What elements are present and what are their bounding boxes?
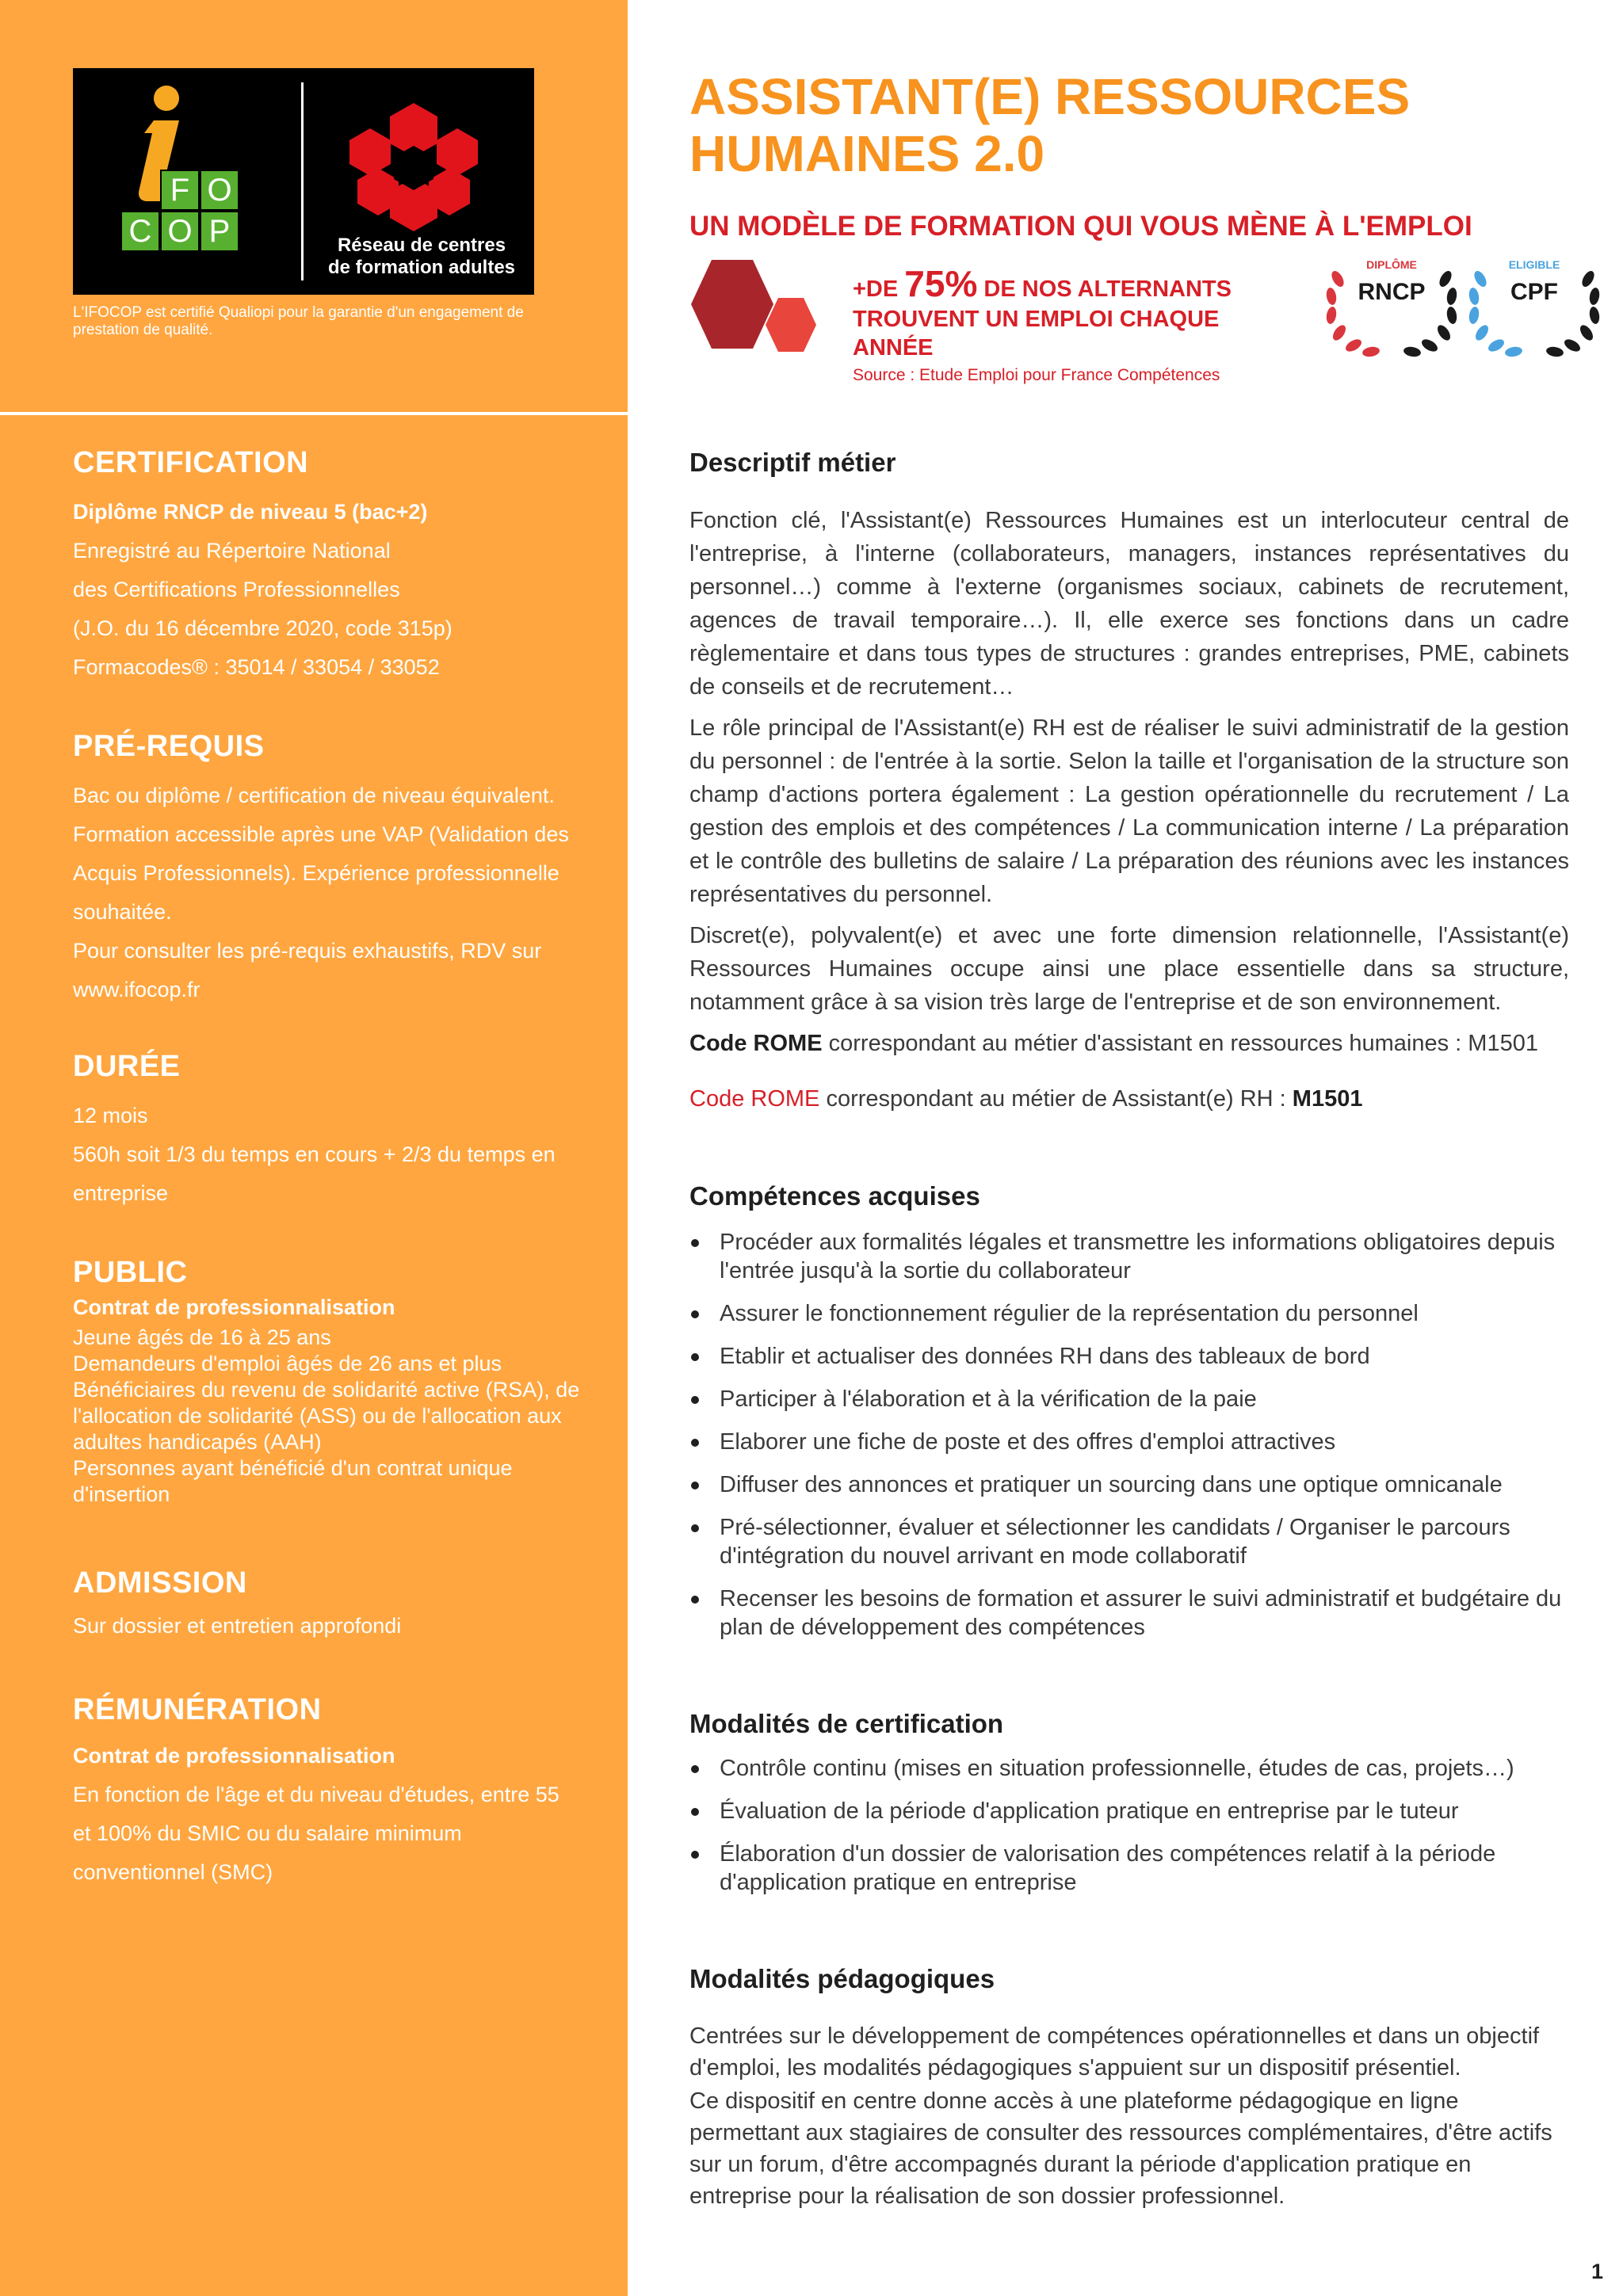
hexagon-network-icon bbox=[346, 100, 481, 235]
logo-tagline bbox=[319, 235, 525, 279]
page-title-line: ASSISTANT(E) RESSOURCES bbox=[689, 68, 1411, 125]
cpf-badge bbox=[1463, 255, 1606, 366]
list-item: Etablir et actualiser des données RH dans des tableaux de bord bbox=[689, 1342, 1569, 1371]
stat-suffix: DE NOS ALTERNANTS bbox=[977, 277, 1232, 302]
section-line: Bénéficiaires du revenu de solidarité active (RSA), de bbox=[73, 1378, 580, 1402]
certification-modalites-list bbox=[689, 1754, 1569, 1911]
section-title: RÉMUNÉRATION bbox=[73, 1693, 322, 1726]
descriptif-paragraph: Fonction clé, l'Assistant(e) Ressources Humaines est un interlocuteur central de l'entreprise, à l'interne (collaborateurs, managers, instances représentatives du personnel…) comme à l'externe (organismes sociaux, cabinets de recrutement, agences de travail temporaire…). Il, elle exerce ses fonctions dans un cadre règlementaire et dans tous types de structures : grandes entreprises, PME, cabinets de conseils et de recrutement… bbox=[689, 508, 1569, 700]
section-subtitle: Contrat de professionnalisation bbox=[73, 1295, 395, 1319]
stat-headline bbox=[853, 263, 1265, 305]
badge-title: CPF bbox=[1510, 279, 1558, 305]
stat-prefix: +DE bbox=[853, 277, 905, 302]
logo-letter: F bbox=[160, 170, 200, 211]
section-line: Acquis Professionnels). Expérience professionnelle bbox=[73, 861, 559, 885]
rome-code-value: M1501 bbox=[1292, 1086, 1363, 1112]
logo-letter: O bbox=[160, 211, 200, 252]
rome-code-line bbox=[689, 1027, 1569, 1060]
list-item: Contrôle continu (mises en situation professionnelle, études de cas, projets…) bbox=[689, 1754, 1569, 1783]
logo-letter-grid bbox=[120, 170, 279, 252]
website-link[interactable]: www.ifocop.fr bbox=[73, 978, 200, 1001]
logo-tagline-line: Réseau de centres bbox=[337, 235, 506, 256]
list-item: Pré-sélectionner, évaluer et sélectionner les candidats / Organiser le parcours d'intégration du nouvel arrivant en mode collaboratif bbox=[689, 1513, 1569, 1570]
section-line: Formacodes® : 35014 / 33054 / 33052 bbox=[73, 655, 440, 679]
section-line: (J.O. du 16 décembre 2020, code 315p) bbox=[73, 616, 453, 640]
stat-source: Source : Etude Emploi pour France Compétences bbox=[853, 366, 1220, 384]
rome-code-line bbox=[689, 1082, 1569, 1116]
section-line: Bac ou diplôme / certification de niveau équivalent. bbox=[73, 784, 555, 807]
section-line: Sur dossier et entretien approfondi bbox=[73, 1614, 402, 1638]
sidebar-admission bbox=[73, 1566, 580, 1646]
descriptif-title: Descriptif métier bbox=[689, 448, 896, 477]
sidebar-duree bbox=[73, 1049, 580, 1213]
page-title-line: HUMAINES 2.0 bbox=[689, 125, 1045, 182]
section-line: 12 mois bbox=[73, 1104, 148, 1127]
list-item: Assurer le fonctionnement régulier de la représentation du personnel bbox=[689, 1299, 1569, 1328]
rome-code-label: Code ROME bbox=[689, 1031, 823, 1056]
section-title: CERTIFICATION bbox=[73, 446, 309, 479]
section-line: Personnes ayant bénéficié d'un contrat unique bbox=[73, 1456, 513, 1480]
hexagon-graphic-icon bbox=[689, 258, 832, 357]
badge-label: DIPLÔME bbox=[1366, 258, 1417, 271]
section-line: et 100% du SMIC ou du salaire minimum bbox=[73, 1821, 462, 1845]
descriptif-paragraph: Discret(e), polyvalent(e) et avec une forte dimension relationnelle, l'Assistant(e) Ressources Humaines occupe ainsi une place essentielle dans sa structure, notamment grâce à sa vision très large de l'entreprise et de son environnement. bbox=[689, 923, 1569, 1015]
qualiopi-note: L'IFOCOP est certifié Qualiopi pour la garantie d'un engagement de prestation de qualité. bbox=[73, 304, 524, 338]
section-line: conventionnel (SMC) bbox=[73, 1860, 273, 1884]
sidebar-remuneration bbox=[73, 1692, 580, 1892]
certification-modalites-title: Modalités de certification bbox=[689, 1709, 1004, 1738]
section-title: ADMISSION bbox=[73, 1566, 247, 1600]
badge-title: RNCP bbox=[1358, 279, 1426, 305]
rome-code-text: correspondant au métier de Assistant(e) RH : bbox=[819, 1086, 1293, 1112]
section-title: DURÉE bbox=[73, 1050, 181, 1083]
logo-letter: P bbox=[200, 211, 239, 252]
logo-letter: C bbox=[120, 211, 160, 252]
section-line: entreprise bbox=[73, 1181, 169, 1205]
competences-list bbox=[689, 1228, 1569, 1656]
list-item: Participer à l'élaboration et à la vérification de la paie bbox=[689, 1385, 1569, 1413]
sidebar-prerequis bbox=[73, 729, 580, 1009]
section-line: Pour consulter les pré-requis exhaustifs, RDV sur bbox=[73, 939, 542, 963]
list-item: Diffuser des annonces et pratiquer un sourcing dans une optique omnicanale bbox=[689, 1470, 1569, 1499]
rome-code-text: correspondant au métier d'assistant en ressources humaines : M1501 bbox=[822, 1031, 1538, 1056]
competences-title: Compétences acquises bbox=[689, 1181, 980, 1211]
list-item: Évaluation de la période d'application pratique en entreprise par le tuteur bbox=[689, 1797, 1569, 1825]
pedagogie-paragraph: Ce dispositif en centre donne accès à une plateforme pédagogique en ligne permettant aux stagiaires de consulter des ressources complémentaires, d'être actifs sur un forum, d'être accompagnés durant la période d'application pratique en entreprise pour la réalisation de son dossier professionnel. bbox=[689, 2088, 1552, 2209]
section-line: adultes handicapés (AAH) bbox=[73, 1430, 322, 1454]
employment-stat bbox=[853, 263, 1265, 389]
section-title: PUBLIC bbox=[73, 1256, 188, 1289]
section-line: d'insertion bbox=[73, 1482, 170, 1506]
section-line: Jeune âgés de 16 à 25 ans bbox=[73, 1325, 331, 1349]
section-line: Enregistré au Répertoire National bbox=[73, 539, 391, 563]
section-line: 560h soit 1/3 du temps en cours + 2/3 du temps en bbox=[73, 1142, 556, 1166]
logo-letter: O bbox=[200, 170, 239, 211]
page-number: 1 bbox=[1591, 2260, 1604, 2283]
list-item: Élaboration d'un dossier de valorisation des compétences relatif à la période d'application pratique en entreprise bbox=[689, 1840, 1569, 1897]
section-line: des Certifications Professionnelles bbox=[73, 578, 400, 601]
rome-code-label: Code ROME bbox=[689, 1086, 820, 1112]
ifocop-logo bbox=[73, 68, 534, 295]
section-line: l'allocation de solidarité (ASS) ou de l'allocation aux bbox=[73, 1404, 562, 1428]
sidebar-certification bbox=[73, 445, 580, 687]
stat-line: TROUVENT UN EMPLOI CHAQUE ANNÉE bbox=[853, 307, 1220, 360]
descriptif-paragraph: Le rôle principal de l'Assistant(e) RH est de réaliser le suivi administratif de la gestion du personnel : de l'entrée à la sortie. Selon la taille et l'organisation de la structure son champ d'actions portera également : La gestion opérationnelle du recrutement / La gestion des emplois et des compétences / La communication interne / La préparation et le contrôle des bulletins de salaire / La préparation des réunions avec les instances représentatives du personnel. bbox=[689, 715, 1569, 907]
section-line: souhaitée. bbox=[73, 900, 172, 924]
section-line: Demandeurs d'emploi âgés de 26 ans et plus bbox=[73, 1352, 502, 1375]
page-title bbox=[689, 68, 1601, 182]
page-subtitle: UN MODÈLE DE FORMATION QUI VOUS MÈNE À L'EMPLOI bbox=[689, 211, 1472, 242]
list-item: Recenser les besoins de formation et assurer le suivi administratif et budgétaire du plan de développement des compétences bbox=[689, 1585, 1569, 1642]
section-subtitle: Diplôme RNCP de niveau 5 (bac+2) bbox=[73, 500, 428, 524]
section-title: PRÉ-REQUIS bbox=[73, 730, 265, 763]
rncp-badge bbox=[1320, 255, 1463, 366]
badge-label: ELIGIBLE bbox=[1508, 258, 1560, 271]
logo-tagline-line: de formation adultes bbox=[327, 257, 516, 278]
list-item: Procéder aux formalités légales et transmettre les informations obligatoires depuis l'entrée jusqu'à la sortie du collaborateur bbox=[689, 1228, 1569, 1285]
laurel-wreath-icon bbox=[1320, 255, 1463, 366]
section-subtitle: Contrat de professionnalisation bbox=[73, 1744, 395, 1768]
laurel-wreath-icon bbox=[1463, 255, 1606, 366]
section-line: En fonction de l'âge et du niveau d'études, entre 55 bbox=[73, 1783, 559, 1806]
logo-separator bbox=[301, 82, 304, 280]
sidebar-public bbox=[73, 1255, 580, 1508]
section-line: Formation accessible après une VAP (Validation des bbox=[73, 822, 569, 846]
list-item: Elaborer une fiche de poste et des offres d'emploi attractives bbox=[689, 1428, 1569, 1456]
stat-value: 75% bbox=[904, 263, 978, 304]
left-sidebar bbox=[0, 0, 628, 2296]
header-divider bbox=[0, 412, 1623, 415]
pedagogie-paragraph: Centrées sur le développement de compétences opérationnelles et dans un objectif d'emploi, les modalités pédagogiques s'appuient sur un dispositif présentiel. bbox=[689, 2023, 1540, 2081]
pedagogie-title: Modalités pédagogiques bbox=[689, 1964, 995, 1993]
